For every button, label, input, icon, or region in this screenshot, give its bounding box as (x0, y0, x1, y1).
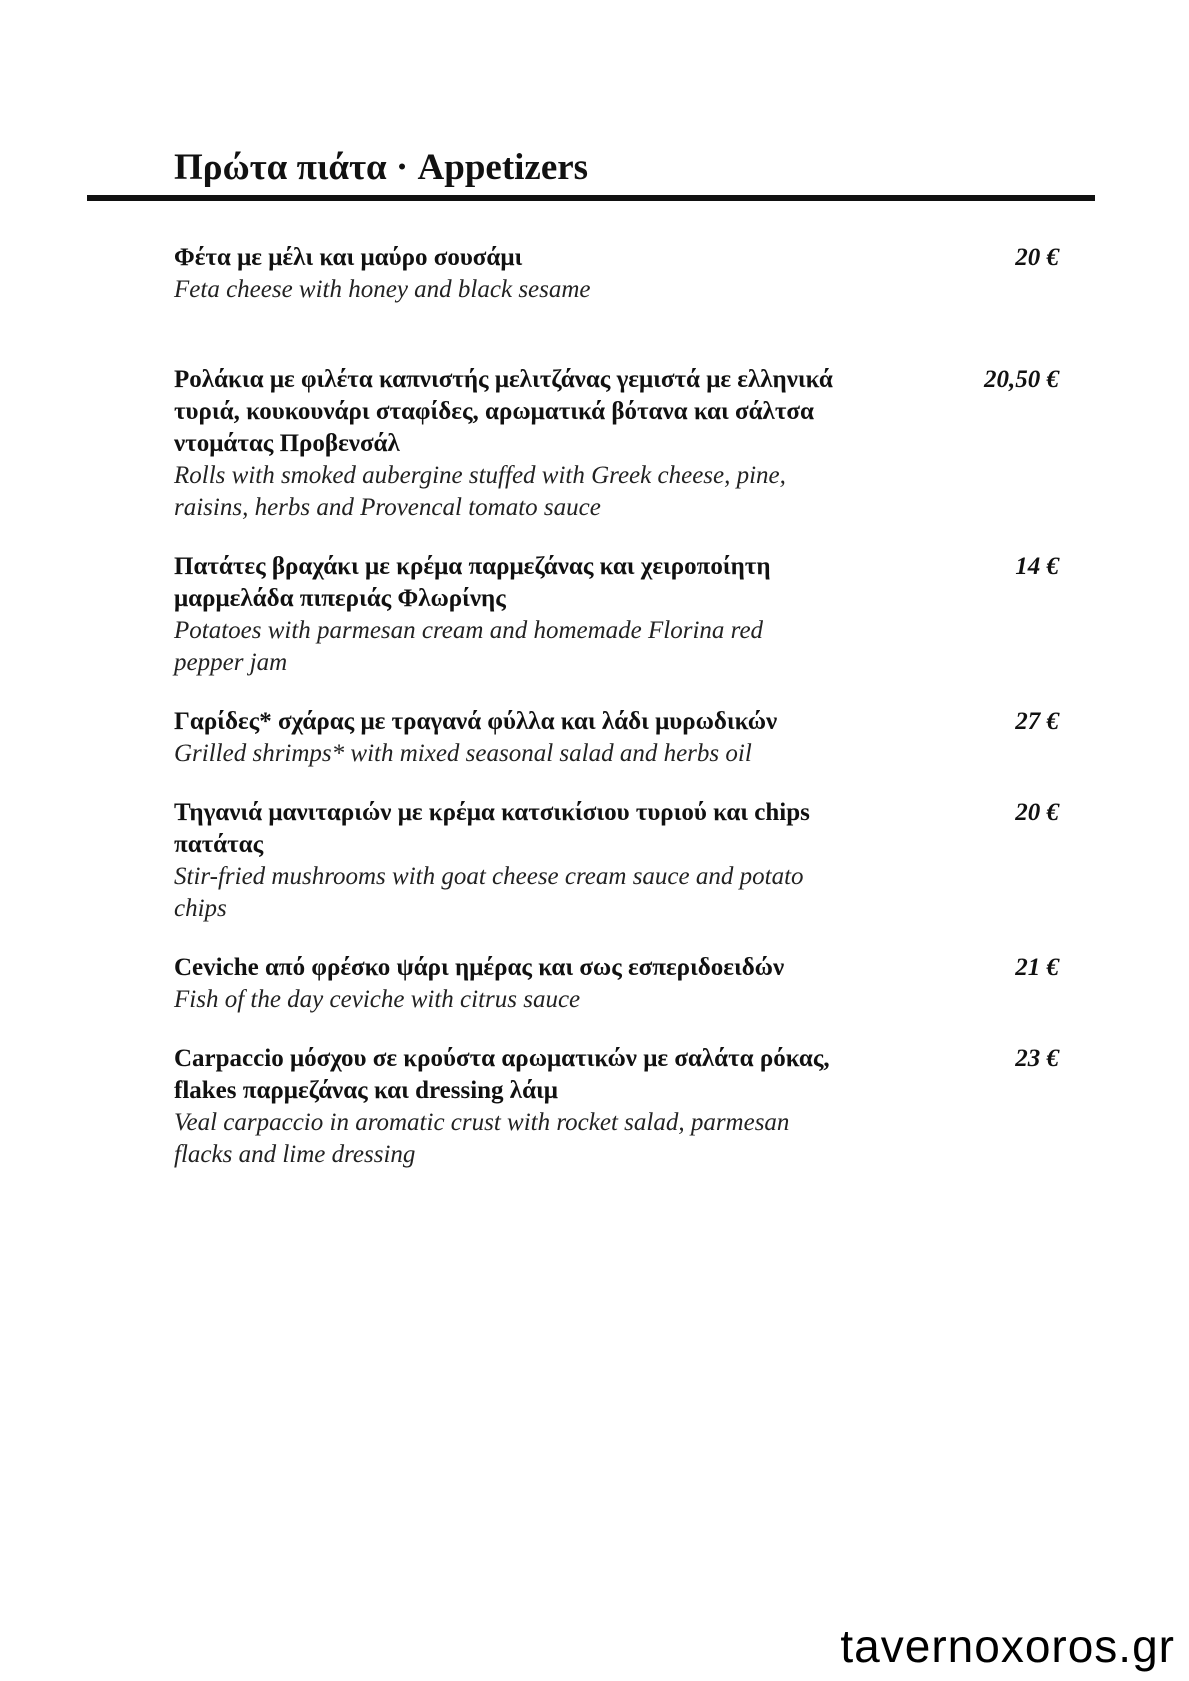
menu-item-text (174, 706, 834, 770)
menu-item (174, 364, 1059, 524)
menu-item-price: 20 € (1015, 244, 1059, 271)
watermark-logo: tavernoxoros.gr (840, 1620, 1175, 1672)
menu-item (174, 706, 1059, 770)
menu-item-greek-name: Ρολάκια με φιλέτα καπνιστής μελιτζάνας γεμιστά με ελληνικά τυριά, κουκουνάρι σταφίδες, αρωματικά βότανα και σάλτσα ντομάτας Προβενσάλ (174, 366, 833, 457)
menu-item (174, 797, 1059, 925)
menu-item-price: 21 € (1015, 954, 1059, 981)
menu-item-price: 20 € (1015, 799, 1059, 826)
menu-item-english-name: Grilled shrimps* with mixed seasonal salad and herbs oil (174, 740, 752, 767)
menu-item-price: 23 € (1015, 1045, 1059, 1072)
menu-item (174, 1043, 1059, 1171)
menu-item-greek-name: Γαρίδες* σχάρας με τραγανά φύλλα και λάδι μυρωδικών (174, 708, 778, 735)
menu-item-text (174, 551, 834, 679)
menu-item-greek-name: Φέτα με μέλι και μαύρο σουσάμι (174, 244, 523, 271)
menu-item-greek-name: Τηγανιά μανιταριών με κρέμα κατσικίσιου τυριού και chips πατάτας (174, 799, 810, 858)
menu-item-text (174, 797, 834, 925)
menu-item-english-name: Potatoes with parmesan cream and homemade Florina red pepper jam (174, 617, 764, 676)
menu-list (174, 242, 1059, 1171)
menu-item-english-name: Fish of the day ceviche with citrus sauce (174, 986, 581, 1013)
menu-item (174, 952, 1059, 1016)
menu-item-english-name: Stir-fried mushrooms with goat cheese cream sauce and potato chips (174, 863, 804, 922)
menu-item-price: 20,50 € (984, 366, 1059, 393)
menu-item-text (174, 952, 834, 1016)
menu-item-greek-name: Ceviche από φρέσκο ψάρι ημέρας και σως εσπεριδοειδών (174, 954, 785, 981)
menu-item (174, 242, 1059, 306)
page-title: Πρώτα πιάτα · Appetizers (174, 147, 589, 188)
menu-item-text (174, 242, 834, 306)
menu-item-greek-name: Carpaccio μόσχου σε κρούστα αρωματικών με σαλάτα ρόκας, flakes παρμεζάνας και dressing λάιμ (174, 1045, 830, 1104)
menu-item-price: 14 € (1015, 553, 1059, 580)
menu-item-price: 27 € (1015, 708, 1059, 735)
menu-item (174, 551, 1059, 679)
menu-item-english-name: Veal carpaccio in aromatic crust with rocket salad, parmesan flacks and lime dressing (174, 1109, 790, 1168)
menu-item-english-name: Feta cheese with honey and black sesame (174, 276, 591, 303)
title-divider (87, 195, 1095, 201)
menu-item-english-name: Rolls with smoked aubergine stuffed with Greek cheese, pine, raisins, herbs and Provencal tomato sauce (174, 462, 786, 521)
menu-item-greek-name: Πατάτες βραχάκι με κρέμα παρμεζάνας και χειροποίητη μαρμελάδα πιπεριάς Φλωρίνης (174, 553, 771, 612)
menu-item-text (174, 364, 834, 524)
menu-item-text (174, 1043, 834, 1171)
